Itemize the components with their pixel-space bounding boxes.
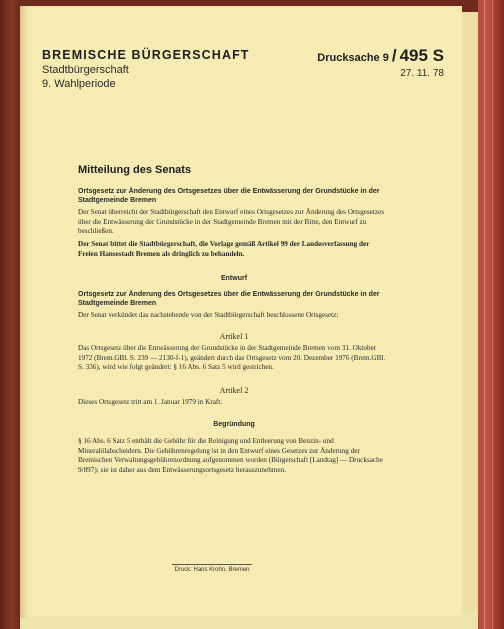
document-title: Mitteilung des Senats <box>78 164 192 176</box>
footer-rule <box>172 564 252 565</box>
document-date: 27. 11. 78 <box>400 68 444 79</box>
organization-name: BREMISCHE BÜRGERSCHAFT <box>42 48 250 62</box>
intro-paragraph: Der Senat überreicht der Stadtbürgerschaft den Entwurf eines Ortsgesetzes zur Änderung des Ortsgesetzes über die Entwässerung der Grundstücke in der Stadtgemeinde Bremen mit der Bitte, den Entwurf zu beschließen. <box>78 208 385 236</box>
artikel-2-title: Artikel 2 <box>219 386 249 395</box>
binder-cover-right <box>478 0 504 629</box>
artikel-1-text: Das Ortsgesetz über die Entwässerung der Grundstücke in der Stadtgemeinde Bremen vom 31. Oktober 1972 (Brem.GBl. S. 239 — 2130-f-1), geändert durch das Ortsgesetz vom 20. Dezember 1976 (Brem.GBl. S. 336), wird wie folgt geändert: § 16 Abs. 6 Satz 5 wird gestrichen. <box>78 344 386 372</box>
chamber-name: Stadtbürgerschaft <box>42 64 129 76</box>
page-stack-edge <box>462 12 478 622</box>
artikel-1-title: Artikel 1 <box>219 332 249 341</box>
legislative-period: 9. Wahlperiode <box>42 78 116 90</box>
drucksache-value: 495 S <box>399 46 444 65</box>
urgency-request: Der Senat bittet die Stadtbürgerschaft, die Vorlage gemäß Artikel 99 der Landesverfassung der Freien Hansestadt Bremen als dringlich zu behandeln. <box>78 240 370 258</box>
entwurf-label: Entwurf <box>220 275 248 282</box>
begruendung-text: § 16 Abs. 6 Satz 5 enthält die Gebühr für die Reinigung und Entleerung von Benzin- und Mineralölabscheidern. Die Gebührenregelung ist in den Entwurf eines Gesetzes zur Änderung der Bremischen Verwaltungsgebührenordnung aufgenommen worden (Bürgerschaft [Landtag] — Drucksache 9/897); sie ist daher aus dem Entwässerungsortsgesetz herauszunehmen. <box>78 437 383 474</box>
document-page <box>20 6 462 618</box>
drucksache-separator: / <box>391 46 397 65</box>
heading-entwurf-ortsgesetz: Ortsgesetz zur Änderung des Ortsgesetzes über die Entwässerung der Grundstücke in der Stadtgemeinde Bremen <box>78 291 380 307</box>
begruendung-label: Begründung <box>213 421 255 428</box>
heading-ortsgesetz: Ortsgesetz zur Änderung des Ortsgesetzes über die Entwässerung der Grundstücke in der Stadtgemeinde Bremen <box>78 188 380 204</box>
enactment-clause: Der Senat verkündet das nachstehende von der Stadtbürgerschaft beschlossene Ortsgesetz: <box>78 311 339 319</box>
printer-imprint: Druck: Hans Krohn, Bremen <box>174 567 250 573</box>
drucksache-label: Drucksache 9 <box>317 52 389 64</box>
binder-spine-left <box>0 0 20 629</box>
drucksache-number <box>264 46 444 66</box>
artikel-2-text: Dieses Ortsgesetz tritt am 1. Januar 1979 in Kraft. <box>78 398 223 406</box>
